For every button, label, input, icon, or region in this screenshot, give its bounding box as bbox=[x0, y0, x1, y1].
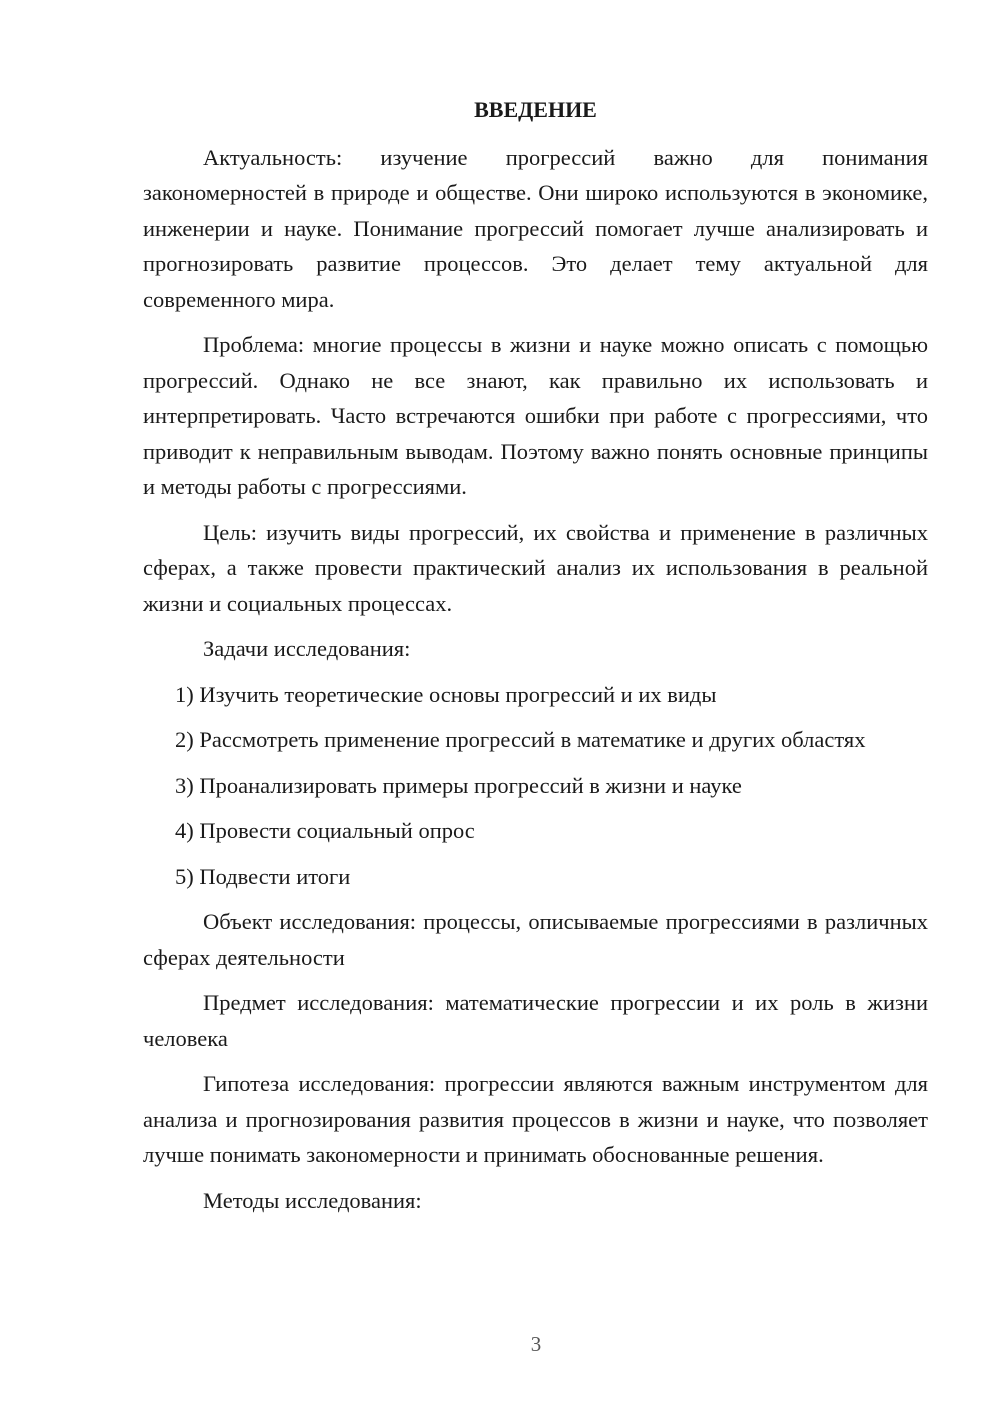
relevance-paragraph: Актуальность: изучение прогрессий важно для понимания закономерностей в природе и обществе. Они широко используются в экономике, инженерии и науке. Понимание прогрессий помогает лучше анализировать и прогнозировать развитие процессов. Это делает тему актуальной для современного мира. bbox=[143, 144, 928, 312]
task-item-2: 2) Рассмотреть применение прогрессий в математике и других областях bbox=[175, 727, 866, 752]
task-item-5: 5) Подвести итоги bbox=[175, 863, 351, 889]
methods-heading: Методы исследования: bbox=[203, 1187, 422, 1213]
hypothesis-paragraph: Гипотеза исследования: прогрессии являются важным инструментом для анализа и прогнозирования развития процессов в жизни и науке, что позволяет лучше понимать закономерности и принимать обоснованные решения. bbox=[143, 1071, 928, 1167]
task-item-4: 4) Провести социальный опрос bbox=[175, 818, 475, 843]
problem-paragraph: Проблема: многие процессы в жизни и науке можно описать с помощью прогрессий. Однако не все знают, как правильно их использовать и интерпретировать. Часто встречаются ошибки при работе с прогрессиями, что приводит к неправильным выводам. Поэтому важно понять основные принципы и методы работы с прогрессиями. bbox=[143, 332, 928, 499]
task-item-3: 3) Проанализировать примеры прогрессий в жизни и науке bbox=[175, 772, 742, 798]
object-paragraph: Объект исследования: процессы, описываемые прогрессиями в различных сферах деятельности bbox=[143, 909, 928, 970]
page-number: 3 bbox=[530, 1332, 542, 1356]
task-item-1: 1) Изучить теоретические основы прогрессий и их виды bbox=[175, 681, 717, 707]
goal-paragraph: Цель: изучить виды прогрессий, их свойства и применение в различных сферах, а также провести практический анализ их использования в реальной жизни и социальных процессах. bbox=[143, 519, 928, 616]
page-content bbox=[143, 92, 928, 1228]
section-title: ВВЕДЕНИЕ bbox=[474, 97, 597, 122]
subject-paragraph: Предмет исследования: математические прогрессии и их роль в жизни человека bbox=[143, 990, 928, 1051]
tasks-heading: Задачи исследования: bbox=[203, 636, 411, 661]
